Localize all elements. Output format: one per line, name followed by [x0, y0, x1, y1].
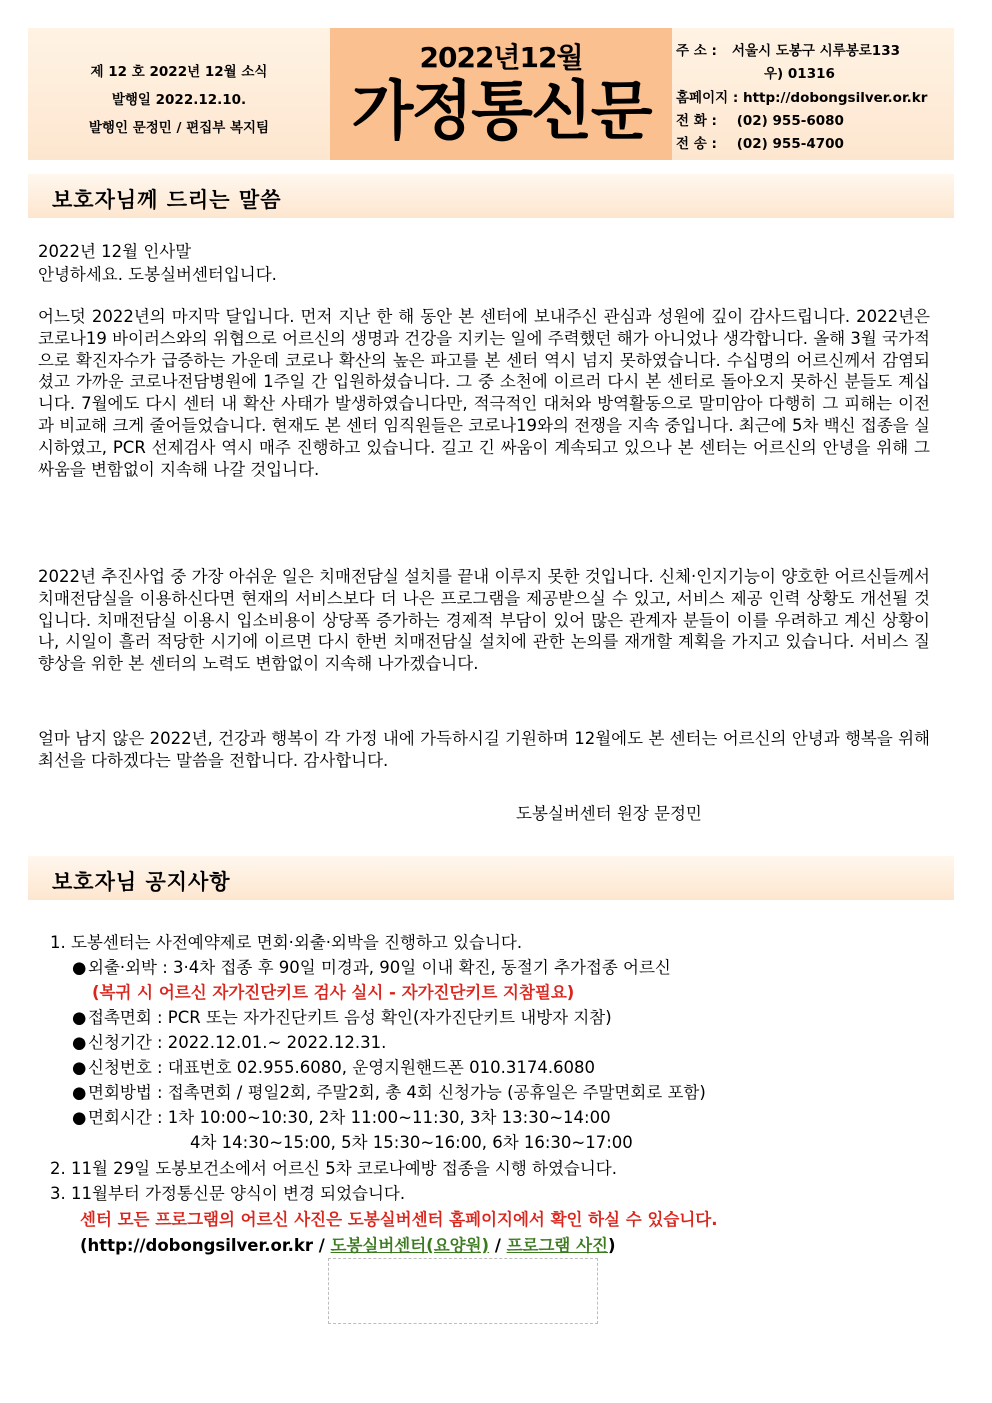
bullet-apply-number [72, 1054, 595, 1078]
address-row [676, 39, 900, 59]
homepage-row [676, 86, 927, 106]
greeting-hello: 안녕하세요. 도봉실버센터입니다. [38, 265, 277, 284]
bullet-icon: ● [72, 1083, 87, 1102]
bullet-visit-time-text: 면회시간 : 1차 10:00~10:30, 2차 11:00~11:30, 3차 13:30~14:00 [88, 1108, 611, 1127]
bullet-apply-period-text: 신청기간 : 2022.12.01.~ 2022.12.31. [88, 1033, 387, 1052]
bullet-icon: ● [72, 1058, 87, 1077]
fax-row [676, 132, 844, 152]
title-block [330, 28, 672, 160]
year-month: 2022년12월 [419, 41, 583, 74]
notice-item-3: 3. 11월부터 가정통신문 양식이 변경 되었습니다. [50, 1184, 406, 1203]
program-photo-link[interactable]: 프로그램 사진 [506, 1236, 608, 1255]
phone: (02) 955-6080 [736, 113, 844, 129]
bullet-outing [72, 954, 671, 978]
bullet-apply-period [72, 1029, 386, 1053]
greeting-p1: 어느덧 2022년의 마지막 달입니다. 먼저 지난 한 해 동안 본 센터에 보내주신 관심과 성원에 깊이 감사드립니다. 2022년은 코로나19 바이러스와의 위협으로 어르신의 생명과 건강을 지키는 일에 주력했던 해가 아니었나 생각합니다. 올해 3월 국가적으로 확진자수가 급증하는 가운데 코로나 확산의 높은 파고를 본 센터 역시 넘지 못하였습니다. 수십명의 어르신께서 감염되셨고 가까운 코로나전담병원에 1주일 간 입원하셨습니다. 그 중 소천에 이르러 다시 본 센터로 돌아오지 못하신 분들도 계십니다. 7월에도 다시 센터 내 확산 사태가 발생하였습니다만, 적극적인 대처와 방역활동으로 말미암아 다행히 그 피해는 이전과 비교해 크게 줄어들었습니다. 현재도 본 센터 임직원들은 코로나19와의 전쟁을 지속 중입니다. 최근에 5차 백신 접종을 실시하였고, PCR 선제검사 역시 매주 진행하고 있습니다. 길고 긴 싸움이 계속되고 있으나 본 센터는 어르신의 안녕을 위해 그 싸움을 변함없이 지속해 나갈 것입니다. [38, 307, 930, 479]
contact-info [676, 28, 954, 160]
photo-note: 센터 모든 프로그램의 어르신 사진은 도봉실버센터 홈페이지에서 확인 하실 수 있습니다. [80, 1210, 718, 1229]
path-separator: / [489, 1236, 507, 1255]
notice-heading: 보호자님 공지사항 [52, 870, 231, 894]
bullet-icon: ● [72, 1108, 87, 1127]
notice-item-2: 2. 11월 29일 도봉보건소에서 어르신 5차 코로나예방 접종을 시행 하였습니다. [50, 1159, 617, 1178]
notice-item-1: 1. 도봉센터는 사전예약제로 면회·외출·외박을 진행하고 있습니다. [50, 933, 523, 952]
address-label: 주 소 : [676, 43, 717, 59]
homepage-link[interactable]: http://dobongsilver.or.kr [742, 90, 928, 106]
fax-label: 전 송 : [676, 136, 717, 152]
homepage-label: 홈페이지 : [676, 90, 739, 106]
bullet-icon: ● [72, 1033, 87, 1052]
homepage-path [80, 1232, 616, 1256]
fax: (02) 955-4700 [736, 136, 844, 152]
bullet-icon: ● [72, 958, 87, 977]
center-link[interactable]: 도봉실버센터(요양원) [330, 1236, 490, 1255]
phone-label: 전 화 : [676, 113, 717, 129]
bullet-icon: ● [72, 1008, 87, 1027]
newsletter-header [28, 28, 954, 160]
visit-time-continued: 4차 14:30~15:00, 5차 15:30~16:00, 6차 16:30~17:00 [190, 1133, 633, 1152]
bullet-apply-number-text: 신청번호 : 대표번호 02.955.6080, 운영지원핸드폰 010.3174.6080 [88, 1058, 596, 1077]
greeting-paragraph-1 [38, 306, 930, 480]
greeting-subtitle: 2022년 12월 인사말 [38, 242, 192, 261]
greeting-section-bar [28, 174, 954, 218]
bullet-outing-text: 외출·외박 : 3·4차 접종 후 90일 미경과, 90일 이내 확진, 동절기 추가접종 어르신 [88, 958, 671, 977]
close-paren: ) [607, 1236, 616, 1255]
bullet-visit-method-text: 면회방법 : 접촉면회 / 평일2회, 주말2회, 총 4회 신청가능 (공휴일은 주말면회로 포함) [88, 1083, 706, 1102]
bullet-contact-visit-text: 접촉면회 : PCR 또는 자가진단키트 음성 확인(자가진단키트 내방자 지참) [88, 1008, 612, 1027]
signature: 도봉실버센터 원장 문정민 [516, 804, 702, 823]
issue-date: 발행일 2022.12.10. [111, 92, 247, 108]
homepage-url[interactable]: (http://dobongsilver.or.kr [80, 1236, 314, 1255]
greeting-paragraph-2 [38, 566, 930, 675]
issue-number: 제 12 호 2022년 12월 소식 [90, 64, 268, 80]
image-placeholder [328, 1258, 598, 1324]
bullet-contact-visit [72, 1004, 612, 1028]
bullet-visit-time [72, 1104, 611, 1128]
notice-section-bar [28, 856, 954, 900]
greeting-p2: 2022년 추진사업 중 가장 아쉬운 일은 치매전담실 설치를 끝내 이루지 못한 것입니다. 신체·인지기능이 양호한 어르신들께서 치매전담실을 이용하신다면 현재의 서비스보다 더 나은 프로그램을 제공받으실 수 있고, 서비스 제공 인력 상황도 개선될 것입니다. 치매전담실 이용시 입소비용이 상당폭 증가하는 경제적 부담이 있어 많은 관계자 분들이 이를 우려하고 계신 상황이나, 시일이 흘러 적당한 시기에 이르면 다시 한번 치매전담실 설치에 관한 논의를 재개할 계획을 가지고 있습니다. 서비스 질 향상을 위한 본 센터의 노력도 변함없이 지속해 나가겠습니다. [38, 567, 930, 674]
greeting-paragraph-3 [38, 728, 930, 772]
greeting-heading: 보호자님께 드리는 말씀 [52, 188, 282, 212]
phone-row [676, 109, 844, 129]
outing-note: (복귀 시 어르신 자가진단키트 검사 실시 - 자가진단키트 지참필요) [92, 983, 575, 1002]
issue-info [28, 28, 330, 160]
address: 서울시 도봉구 시루봉로133 [732, 43, 900, 59]
path-separator: / [313, 1236, 331, 1255]
page-title: 가정통신문 [351, 75, 651, 149]
zip-code: 우) 01316 [764, 66, 835, 82]
publisher: 발행인 문정민 / 편집부 복지팀 [88, 120, 270, 136]
bullet-visit-method [72, 1079, 706, 1103]
greeting-p3: 얼마 남지 않은 2022년, 건강과 행복이 각 가정 내에 가득하시길 기원하며 12월에도 본 센터는 어르신의 안녕과 행복을 위해 최선을 다하겠다는 말씀을 전합니다. 감사합니다. [38, 729, 930, 770]
